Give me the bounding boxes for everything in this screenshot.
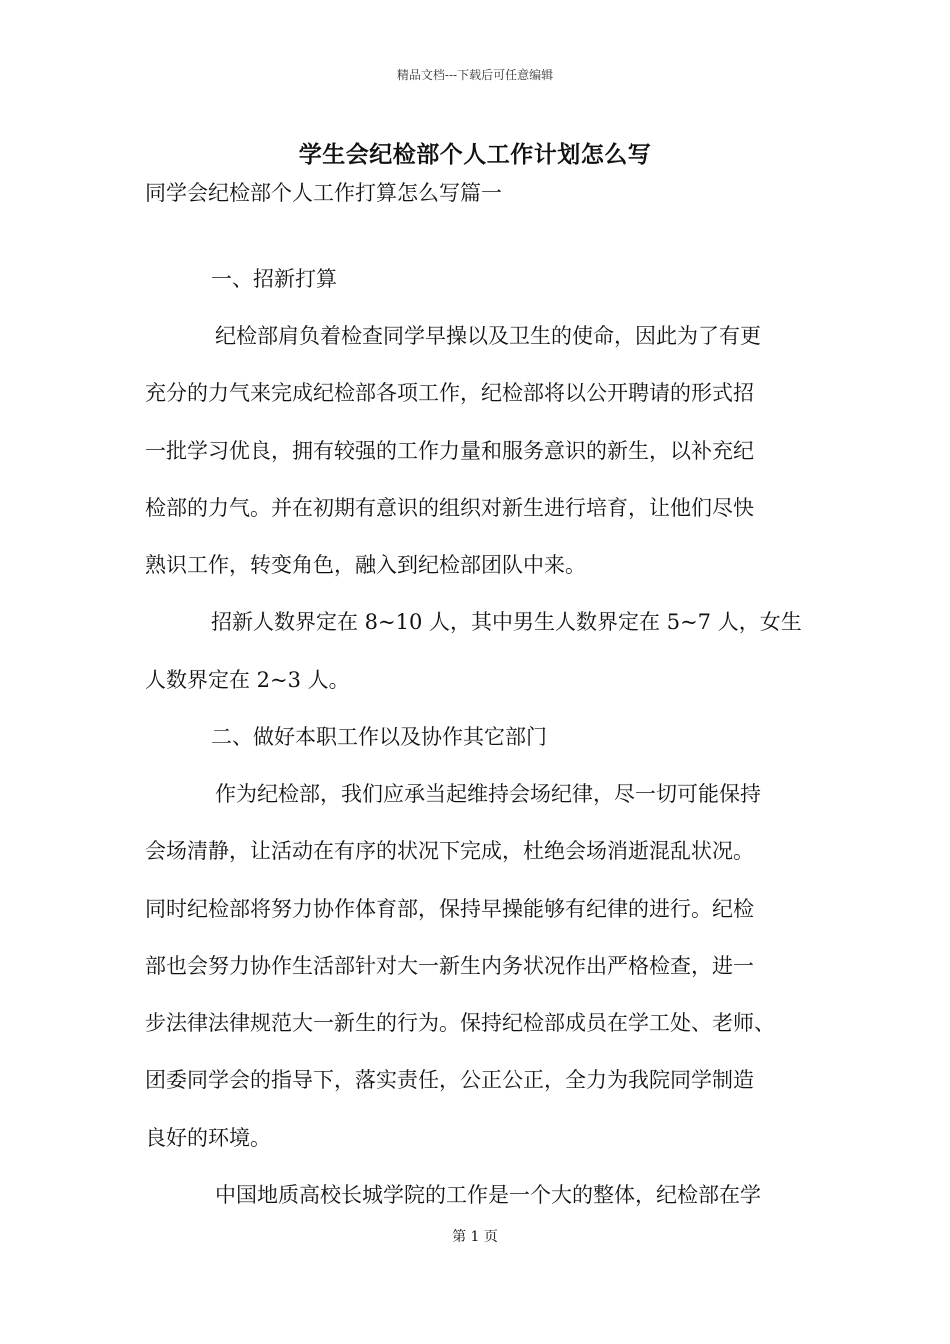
- document-title: 学生会纪检部个人工作计划怎么写: [298, 141, 652, 168]
- header-note: 精品文档---下载后可任意编辑: [396, 68, 554, 82]
- paragraph-line: 招新人数界定在 8~10 人，其中男生人数界定在 5~7 人，女生: [211, 610, 802, 634]
- paragraph-line: 检部的力气。并在初期有意识的组织对新生进行培育，让他们尽快: [145, 496, 754, 520]
- subheading-duties: 二、做好本职工作以及协作其它部门: [211, 725, 547, 749]
- paragraph-line: 同时纪检部将努力协作体育部，保持早操能够有纪律的进行。纪检: [145, 897, 754, 921]
- subheading-recruitment: 一、招新打算: [211, 267, 337, 291]
- paragraph-line: 团委同学会的指导下，落实责任，公正公正，全力为我院同学制造: [145, 1068, 754, 1092]
- paragraph-line: 人数界定在 2~3 人。: [145, 668, 350, 692]
- section-heading-part-one: 同学会纪检部个人工作打算怎么写篇一: [145, 181, 502, 205]
- paragraph-line: 部也会努力协作生活部针对大一新生内务状况作出严格检查，进一: [145, 954, 754, 978]
- page-number: 第 1 页: [452, 1229, 498, 1245]
- paragraph-line: 会场清静，让活动在有序的状况下完成，杜绝会场消逝混乱状况。: [145, 839, 754, 863]
- paragraph-line: 良好的环境。: [145, 1126, 271, 1150]
- paragraph-line: 一批学习优良，拥有较强的工作力量和服务意识的新生，以补充纪: [145, 439, 754, 463]
- paragraph-line: 熟识工作，转变角色，融入到纪检部团队中来。: [145, 553, 586, 577]
- paragraph-line: 纪检部肩负着检查同学早操以及卫生的使命，因此为了有更: [215, 324, 761, 348]
- paragraph-line: 充分的力气来完成纪检部各项工作，纪检部将以公开聘请的形式招: [145, 381, 754, 405]
- paragraph-line: 作为纪检部，我们应承当起维持会场纪律，尽一切可能保持: [215, 782, 761, 806]
- paragraph-line: 中国地质高校长城学院的工作是一个大的整体，纪检部在学: [215, 1183, 761, 1207]
- paragraph-line: 步法律法律规范大一新生的行为。保持纪检部成员在学工处、老师、: [145, 1011, 775, 1035]
